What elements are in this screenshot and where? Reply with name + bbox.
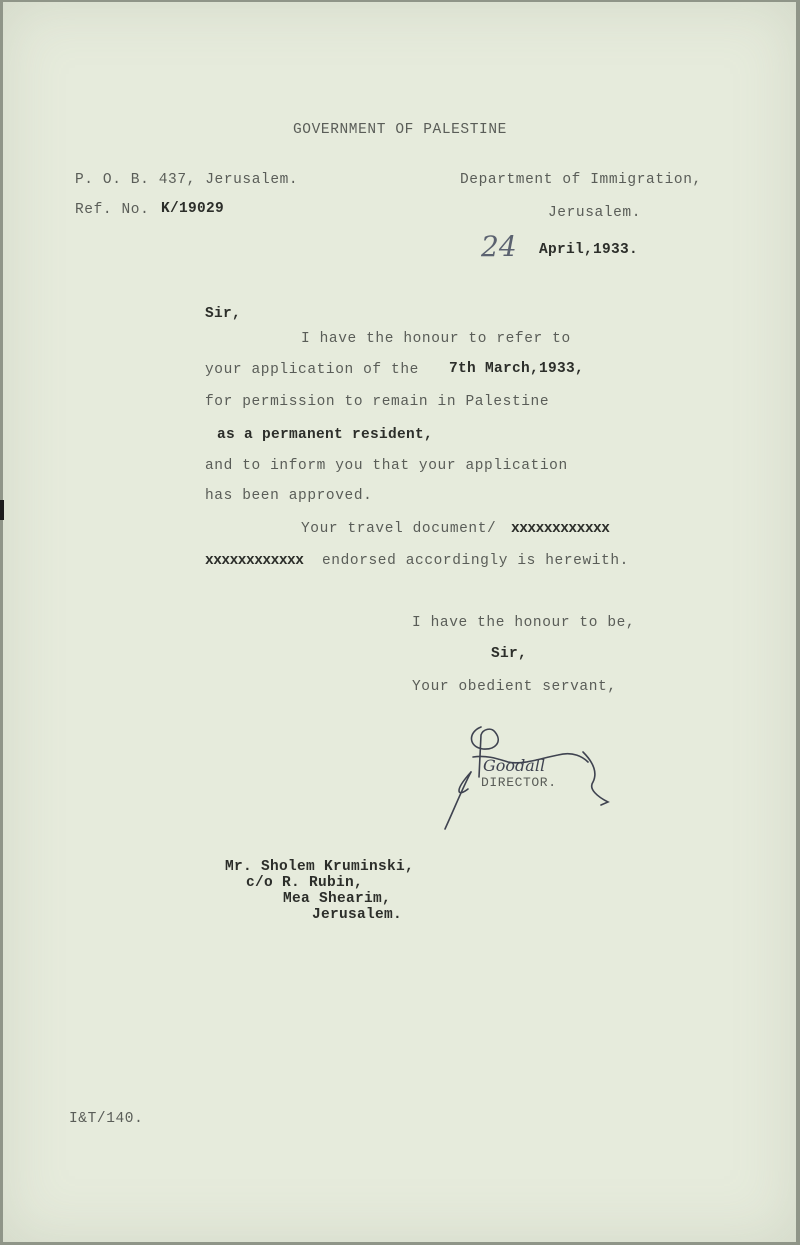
pob-address: P. O. B. 437, Jerusalem.: [75, 172, 299, 188]
signatory-title: DIRECTOR.: [481, 775, 557, 790]
addressee-line-3: Mea Shearim,: [283, 891, 392, 907]
letterhead-heading: GOVERNMENT OF PALESTINE: [293, 122, 507, 138]
closing-line-1: I have the honour to be,: [412, 615, 636, 631]
signature-text: Goodall: [483, 756, 546, 775]
body-line-7-prefix: Your travel document/: [301, 521, 497, 537]
body-line-3: for permission to remain in Palestine: [205, 394, 550, 410]
closing-sir: Sir,: [491, 646, 528, 662]
body-line-2-prefix: your application of the: [205, 362, 419, 378]
ref-number: K/19029: [161, 201, 225, 217]
date-month-year: April,1933.: [539, 242, 639, 258]
ref-label: Ref. No.: [75, 202, 150, 218]
date-day-handwritten: 24: [481, 230, 517, 263]
struck-out-text-1: xxxxxxxxxxxx: [511, 521, 610, 537]
form-code: I&T/140.: [69, 1111, 144, 1127]
page-edge-mark: [0, 500, 4, 520]
closing-line-3: Your obedient servant,: [412, 679, 617, 695]
addressee-line-2: c/o R. Rubin,: [246, 875, 364, 891]
addressee-name: Mr. Sholem Kruminski,: [225, 859, 415, 875]
department-name: Department of Immigration,: [460, 172, 702, 188]
letter-page: [3, 2, 796, 1242]
body-line-4: as a permanent resident,: [217, 427, 434, 443]
body-line-1: I have the honour to refer to: [301, 331, 571, 347]
department-city: Jerusalem.: [548, 205, 642, 221]
application-date: 7th March,1933,: [449, 361, 585, 377]
struck-out-text-2: xxxxxxxxxxxx: [205, 553, 304, 569]
body-line-6: has been approved.: [205, 488, 373, 504]
body-line-5: and to inform you that your application: [205, 458, 568, 474]
body-line-8: endorsed accordingly is herewith.: [322, 553, 629, 569]
salutation: Sir,: [205, 306, 242, 322]
addressee-line-4: Jerusalem.: [312, 907, 403, 923]
